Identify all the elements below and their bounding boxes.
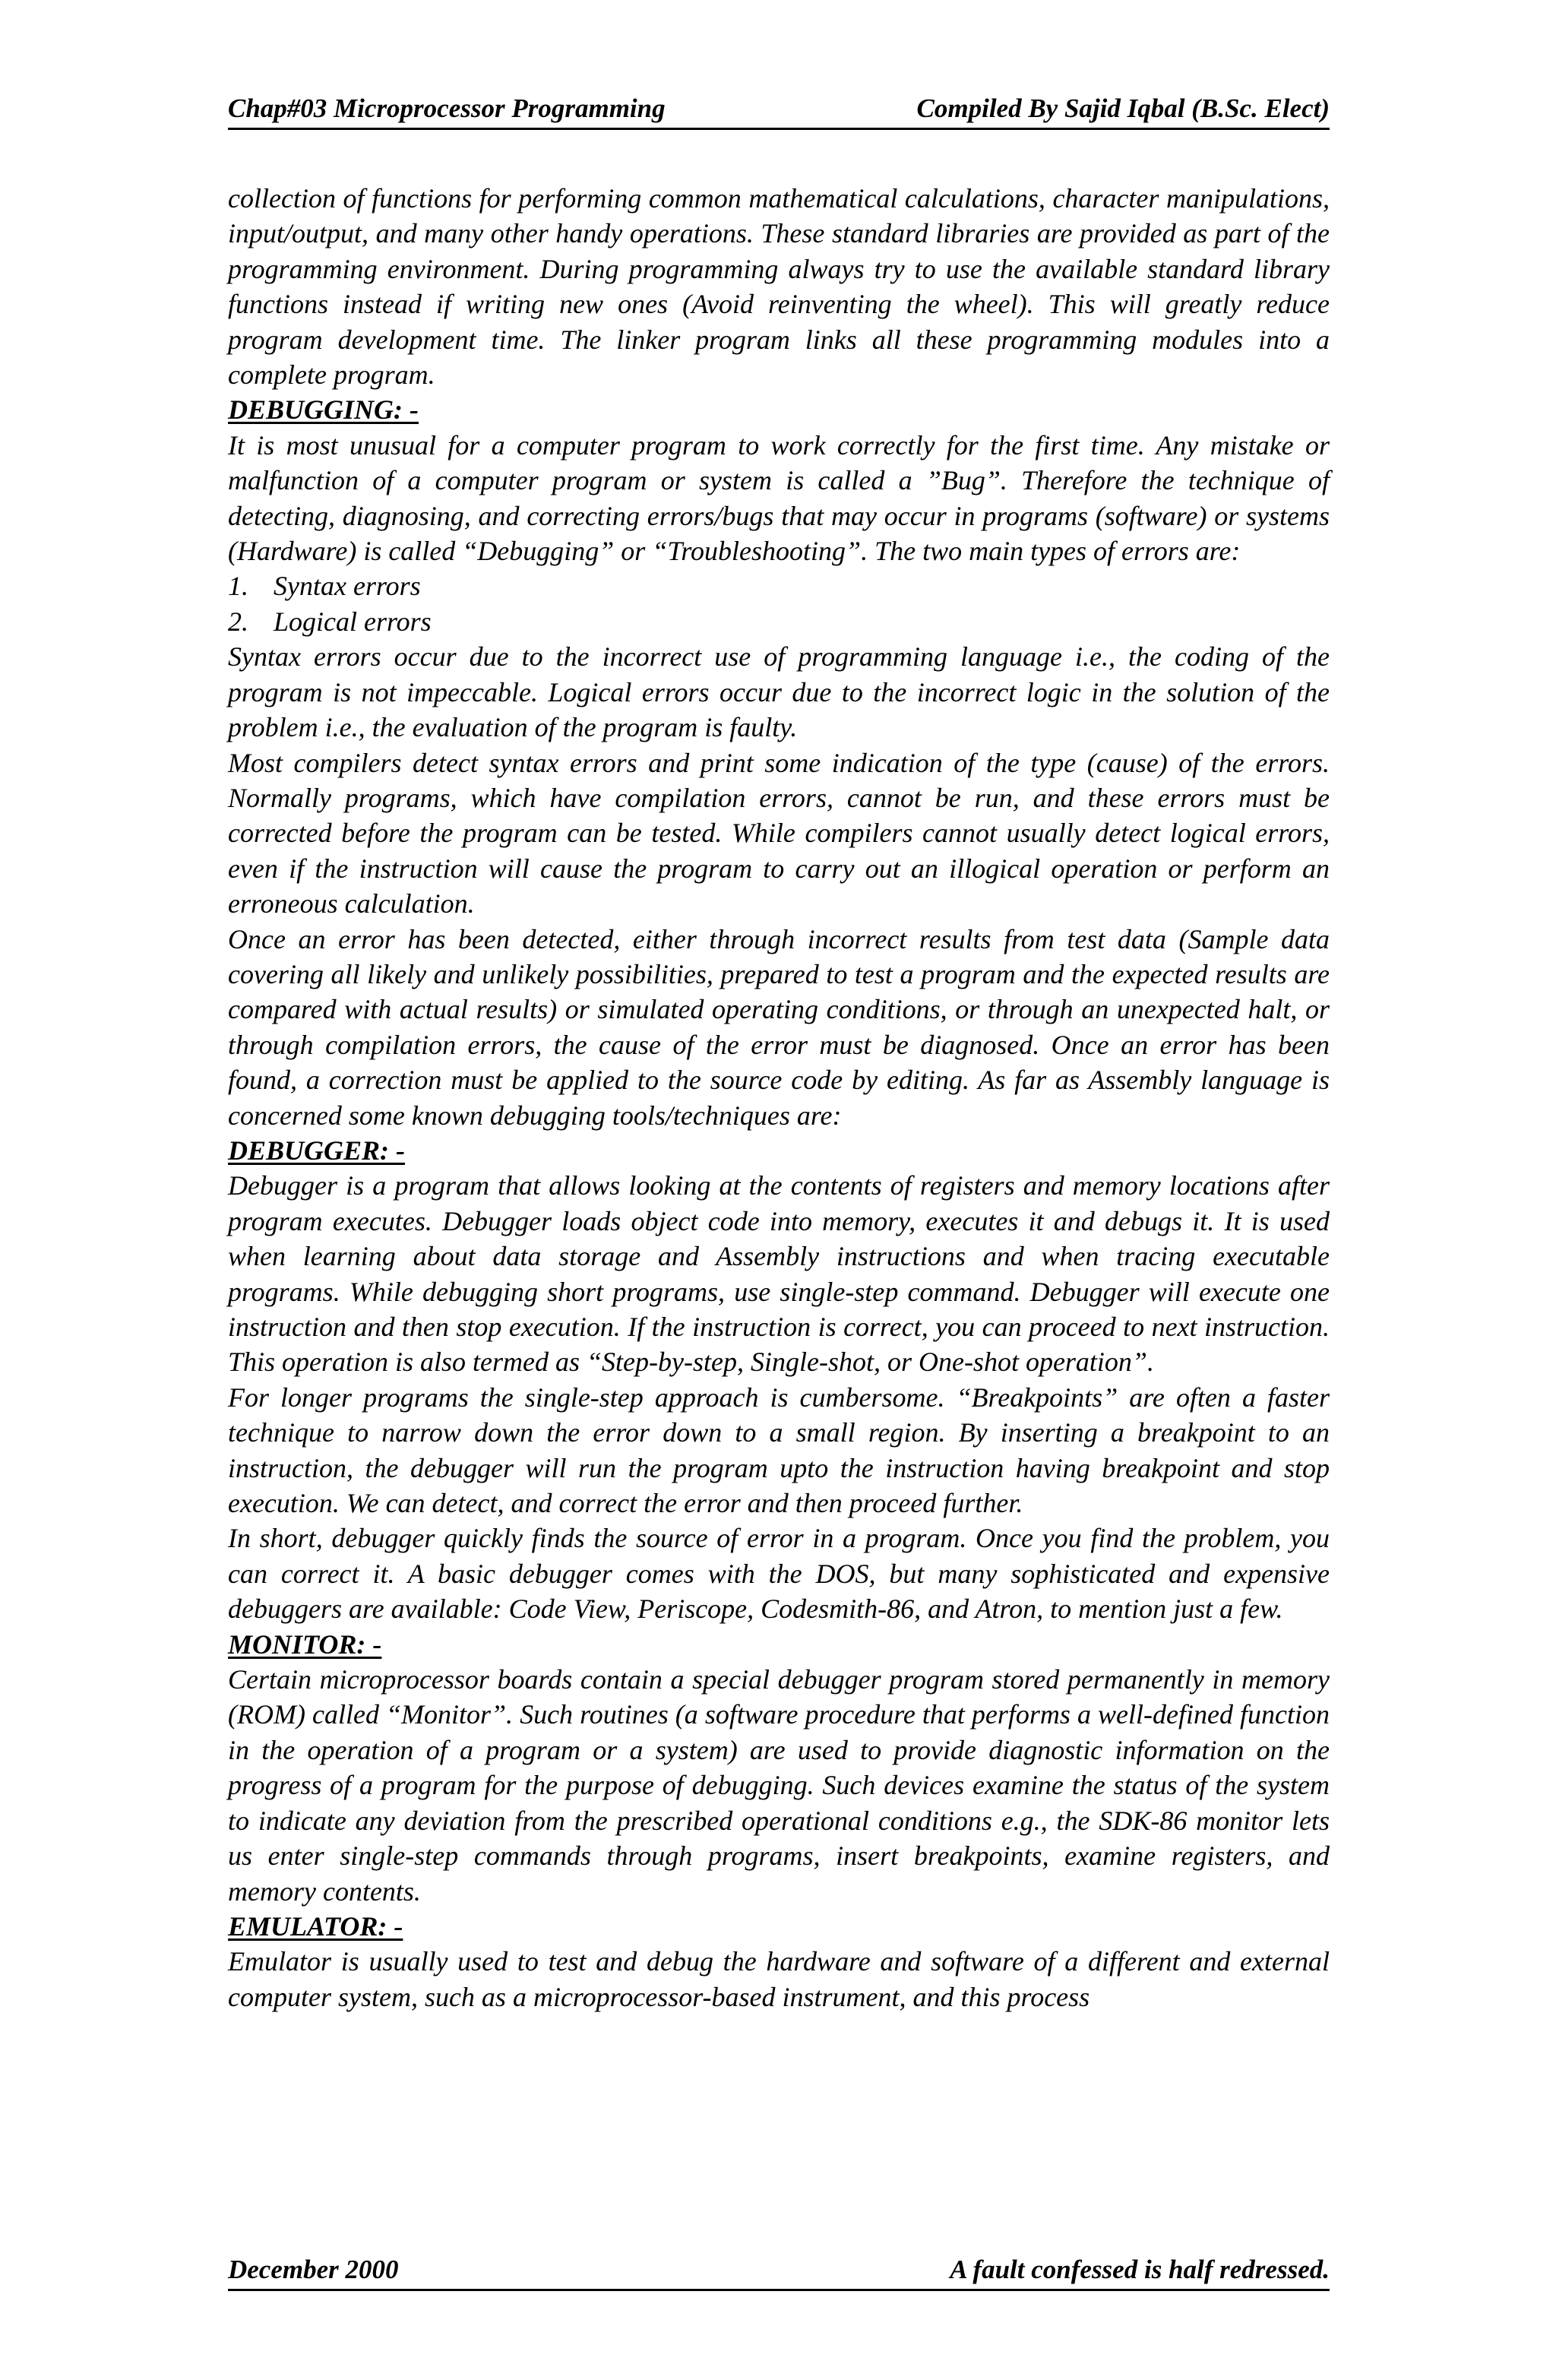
- header-compiler-credit: Compiled By Sajid Iqbal (B.Sc. Elect): [916, 93, 1330, 123]
- footer-date: December 2000: [228, 2255, 399, 2284]
- heading-debugger: DEBUGGER: -: [228, 1135, 406, 1166]
- list-item: [228, 604, 1330, 639]
- page-header: [228, 90, 1330, 130]
- paragraph-libraries: collection of functions for performing common mathematical calculations, character manipulations, input/output, and many other handy operations. These standard libraries are provided as part of the programming environment. During programming always try to use the available standard library functions instead if writing new ones (Avoid reinventing the wheel). This will greatly reduce program development time. The linker program links all these programming modules into a complete program.: [228, 183, 1330, 391]
- list-item: [228, 568, 1330, 603]
- paragraph-debugging: It is most unusual for a computer program to work correctly for the first time. Any mistake or malfunction of a computer program or system is called a ”Bug”. Therefore the technique of detecting, diagnosing, and correcting errors/bugs that may occur in programs (software) or systems (Hardware) is called “Debugging” or “Troubleshooting”. The two main types of errors are:: [228, 429, 1330, 567]
- paragraph-debugger: Debugger is a program that allows looking at the contents of registers and memory locations after program executes. Debugger loads object code into memory, executes it and debugs it. It is used when learning about data storage and Assembly instructions and when tracing executable programs. While debugging short programs, use single-step command. Debugger will execute one instruction and then stop execution. If the instruction is correct, you can proceed to next instruction. This operation is also termed as “Step-by-step, Single-shot, or One-shot operation”.: [228, 1170, 1330, 1378]
- page-footer: [228, 2251, 1330, 2291]
- list-item-text: Syntax errors: [274, 571, 421, 602]
- paragraph-emulator: Emulator is usually used to test and debug the hardware and software of a different and external computer system, such as a microprocessor-based instrument, and this process: [228, 1946, 1330, 2012]
- list-item-number: 2.: [228, 606, 248, 637]
- error-types-list: [228, 568, 1330, 639]
- paragraph-syntax-errors: Syntax errors occur due to the incorrect use of programming language i.e., the coding of the program is not impeccable. Logical errors occur due to the incorrect logic in the solution of the problem i.e., the evaluation of the program is faulty.: [228, 641, 1330, 743]
- list-item-text: Logical errors: [274, 606, 432, 637]
- paragraph-breakpoints: For longer programs the single-step approach is cumbersome. “Breakpoints” are often a faster technique to narrow down the error down to a small region. By inserting a breakpoint to an instruction, the debugger will run the program upto the instruction having breakpoint and stop execution. We can detect, and correct the error and then proceed further.: [228, 1381, 1330, 1519]
- paragraph-error-detection: Once an error has been detected, either through incorrect results from test data (Sample data covering all likely and unlikely possibilities, prepared to test a program and the expected results are compared with actual results) or simulated operating conditions, or through an unexpected halt, or through compilation errors, the cause of the error must be diagnosed. Once an error has been found, a correction must be applied to the source code by editing. As far as Assembly language is concerned some known debugging tools/techniques are:: [228, 923, 1330, 1131]
- heading-debugging: DEBUGGING: -: [228, 394, 419, 426]
- header-chapter-title: Chap#03 Microprocessor Programming: [228, 93, 666, 123]
- paragraph-debugger-summary: In short, debugger quickly finds the source of error in a program. Once you find the problem, you can correct it. A basic debugger comes with the DOS, but many sophisticated and expensive debuggers are available: Code View, Periscope, Codesmith-86, and Atron, to mention just a few.: [228, 1523, 1330, 1625]
- footer-motto: A fault confessed is half redressed.: [950, 2255, 1330, 2284]
- paragraph-compilers: Most compilers detect syntax errors and print some indication of the type (cause) of the errors. Normally programs, which have compilation errors, cannot be run, and these errors must be corrected before the program can be tested. While compilers cannot usually detect logical errors, even if the instruction will cause the program to carry out an illogical operation or perform an erroneous calculation.: [228, 747, 1330, 919]
- paragraph-monitor: Certain microprocessor boards contain a special debugger program stored permanently in memory (ROM) called “Monitor”. Such routines (a software procedure that performs a well-defined function in the operation of a program or a system) are used to provide diagnostic information on the progress of a program for the purpose of debugging. Such devices examine the status of the system to indicate any deviation from the prescribed operational conditions e.g., the SDK-86 monitor lets us enter single-step commands through programs, insert breakpoints, examine registers, and memory contents.: [228, 1664, 1330, 1907]
- heading-emulator: EMULATOR: -: [228, 1910, 403, 1942]
- page-body: [228, 181, 1330, 2014]
- list-item-number: 1.: [228, 571, 248, 602]
- heading-monitor: MONITOR: -: [228, 1628, 382, 1660]
